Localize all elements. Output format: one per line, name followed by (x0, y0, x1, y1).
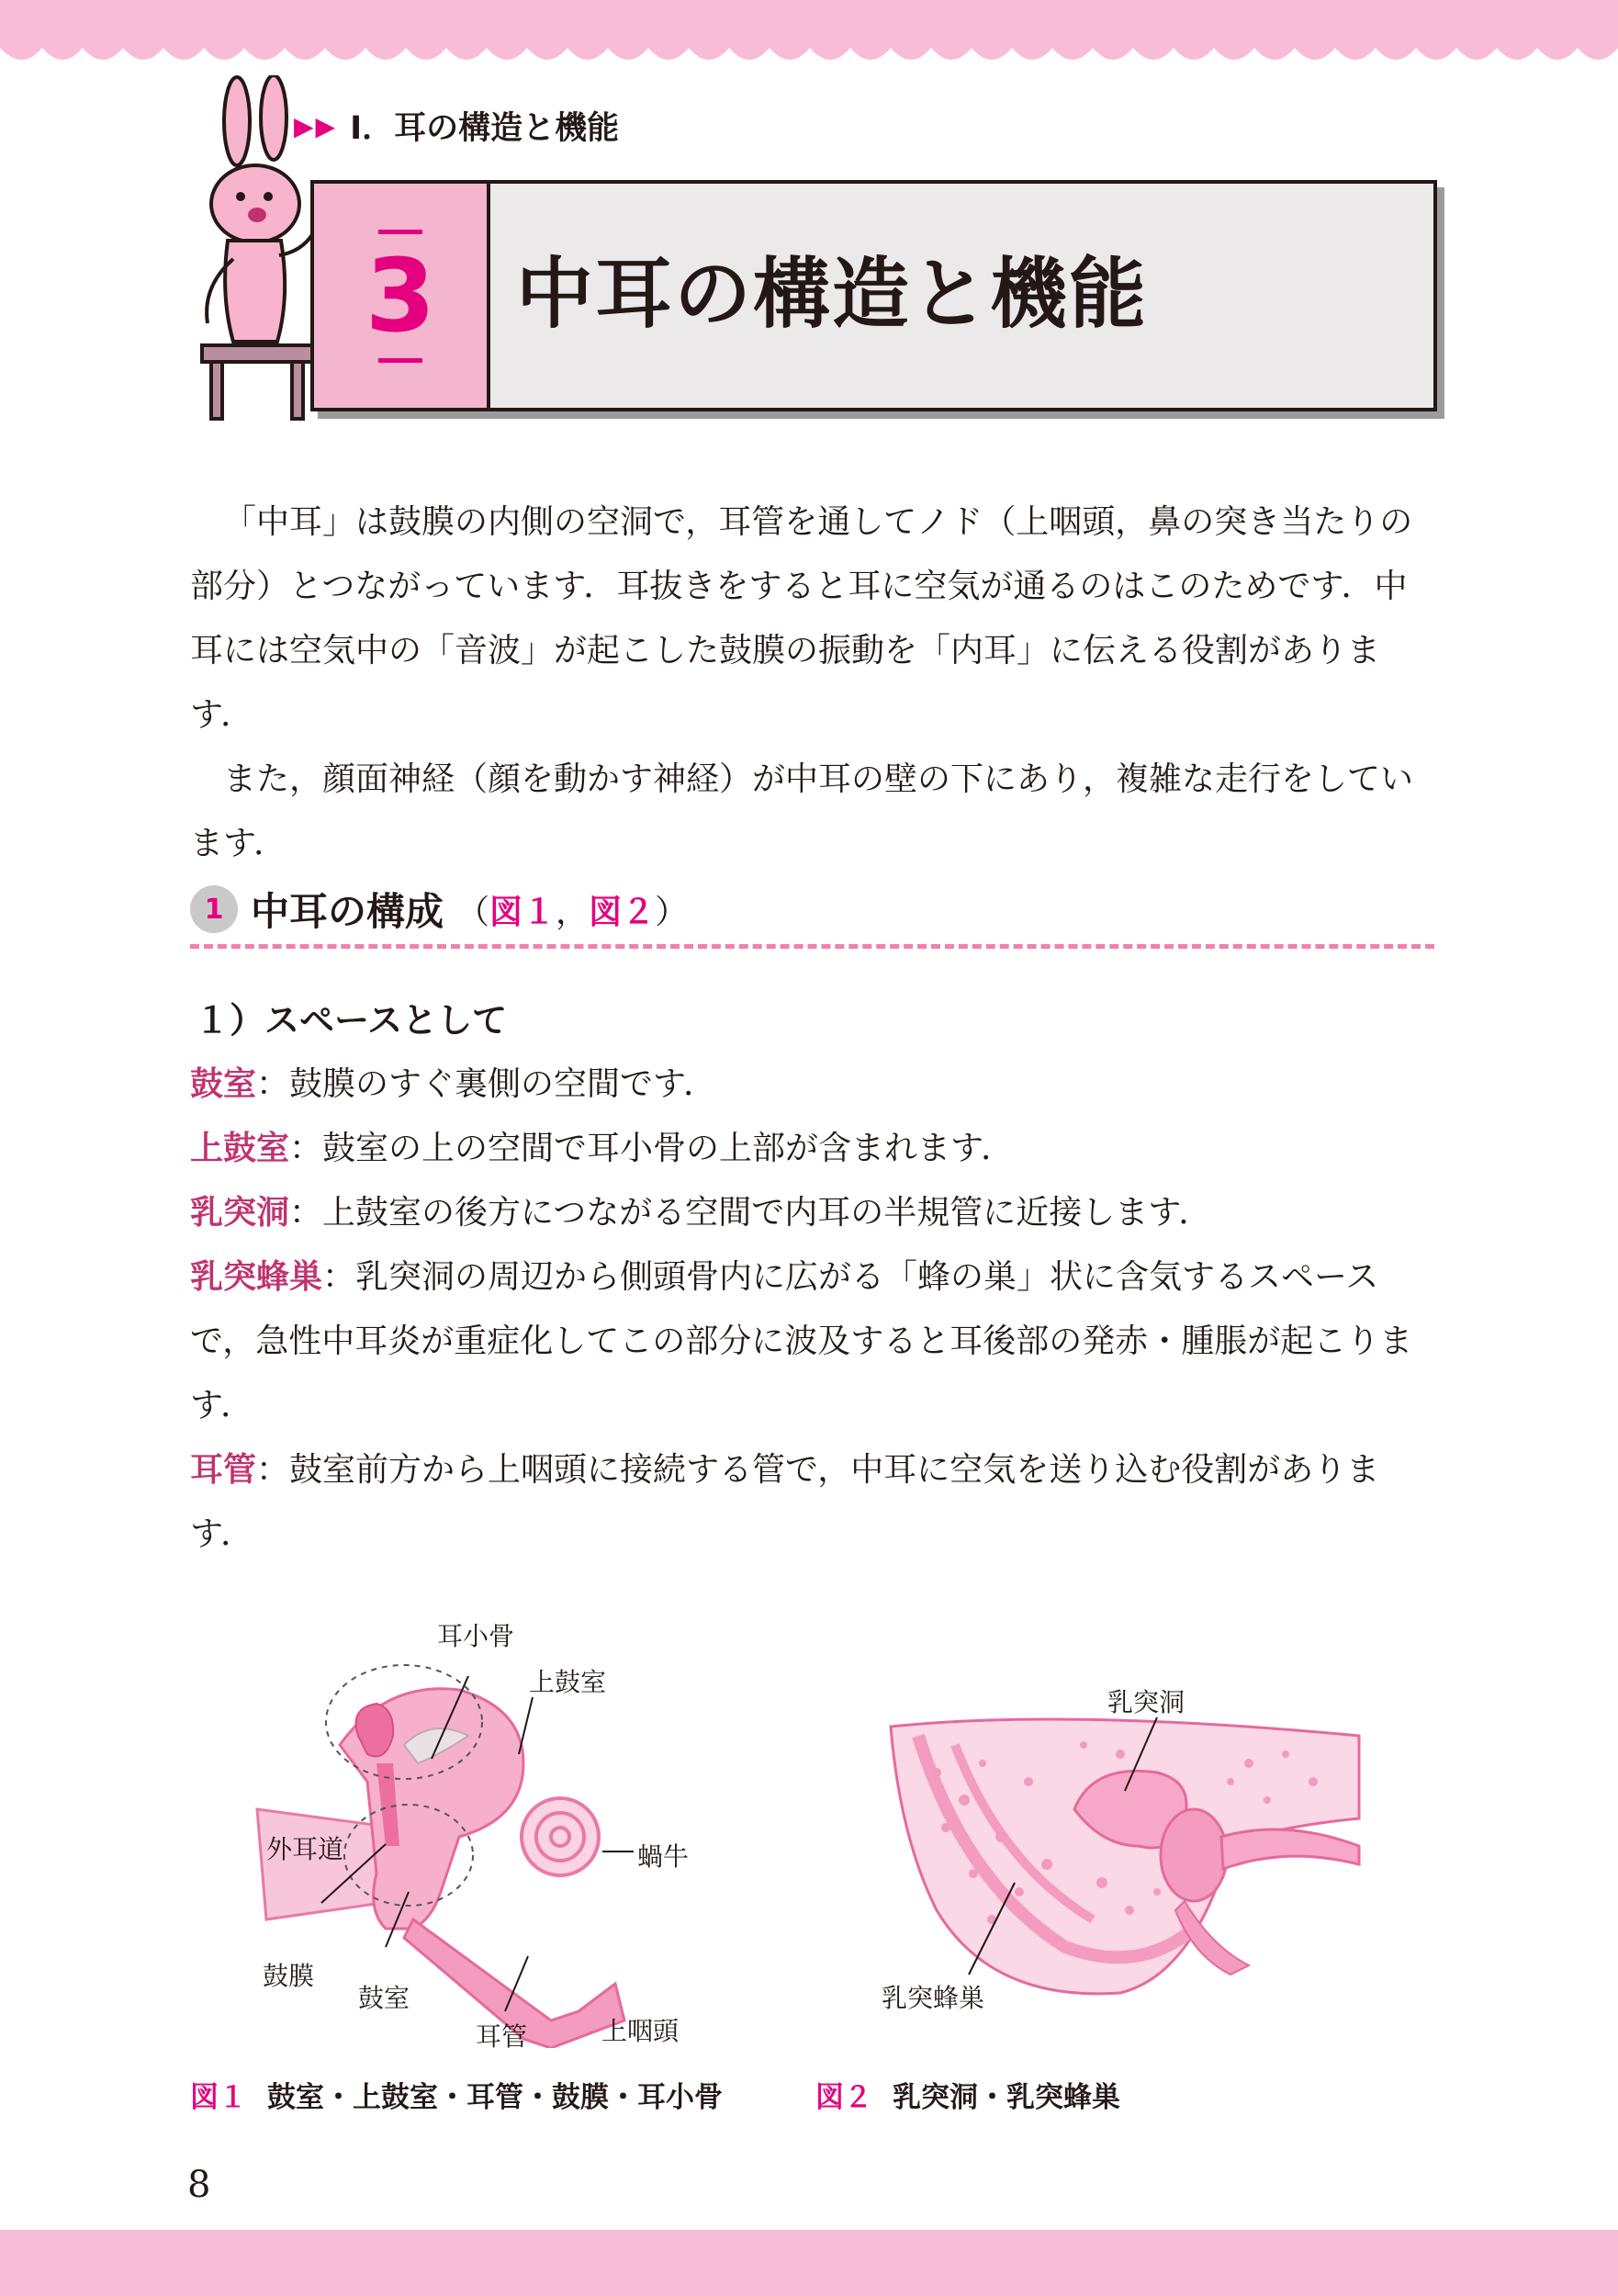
definition-item (190, 1117, 1437, 1181)
definition-text: ：鼓室の上の空間で耳小骨の上部が含まれます． (289, 1130, 1015, 1167)
chapter-title-box (310, 180, 1437, 411)
definition-term: 鼓室 (190, 1065, 257, 1103)
refs-open: （ (456, 893, 490, 931)
figure1-ref[interactable]: 図１ (489, 893, 556, 931)
breadcrumb-text: Ⅰ．耳の構造と機能 (350, 110, 620, 147)
label-epitympanum: 上鼓室 (529, 1667, 607, 1697)
label-mastoid-cells: 乳突蜂巣 (882, 1983, 985, 2013)
figure2-ref[interactable]: 図２ (589, 893, 656, 931)
definition-item (190, 1245, 1437, 1438)
figure1-caption-text: 鼓室・上鼓室・耳管・鼓膜・耳小骨 (267, 2081, 723, 2114)
chapter-number: 3 (365, 237, 436, 355)
refs-separator: ， (556, 893, 590, 931)
figure2-caption (815, 2074, 1120, 2115)
figure1-number: 図１ (190, 2081, 247, 2114)
definition-text: ：上鼓室の後方につながる空間で内耳の半規管に近接します． (289, 1194, 1212, 1232)
breadcrumb (294, 103, 619, 149)
label-tympanic-cavity: 鼓室 (358, 1983, 410, 2013)
mastoid-illustration (882, 1671, 1377, 2020)
subsection-heading: １）スペースとして (195, 1000, 508, 1041)
section-number-badge: 1 (190, 885, 238, 933)
section-figure-refs (456, 886, 688, 933)
chapter-title: 中耳の構造と機能 (516, 249, 1149, 339)
refs-close: ） (655, 893, 689, 931)
definition-text: ：鼓膜のすぐ裏側の空間です． (256, 1065, 717, 1103)
number-top-bar (378, 230, 422, 234)
definition-text: ：鼓室前方から上咽頭に接続する管で，中耳に空気を送り込む役割があります． (190, 1451, 1380, 1553)
intro-paragraph: 「中耳」は鼓膜の内側の空洞で，耳管を通してノド（上咽頭，鼻の突き当たりの部分）とつながっています．耳抜きをすると耳に空気が通るのはこのためです．中耳には空気中の「音波」が起こした鼓膜の振動を「内耳」に伝える役割があります． (190, 503, 1413, 734)
double-arrow-icon: ▶▶ (294, 110, 338, 141)
number-bottom-bar (378, 358, 422, 363)
section-heading (190, 882, 688, 937)
definition-term: 上鼓室 (190, 1130, 290, 1167)
definition-item (190, 1438, 1437, 1567)
label-mastoid-antrum: 乳突洞 (1107, 1687, 1185, 1717)
definition-term: 乳突洞 (190, 1194, 290, 1232)
label-nasopharynx: 上咽頭 (601, 2016, 680, 2046)
figure2-number: 図２ (815, 2081, 872, 2114)
label-cochlea: 蝸牛 (637, 1841, 690, 1872)
section-dashed-divider (190, 944, 1434, 949)
top-wave-band (0, 0, 1618, 83)
label-eardrum: 鼓膜 (263, 1961, 315, 1991)
bottom-band (0, 2230, 1618, 2296)
definition-term: 耳管 (190, 1451, 257, 1489)
definition-term: 乳突蜂巣 (190, 1258, 323, 1296)
label-eustachian-tube: 耳管 (476, 2021, 528, 2052)
intro-paragraph: また，顔面神経（顔を動かす神経）が中耳の壁の下にあり，複雑な走行をしています． (190, 760, 1414, 862)
label-ossicles: 耳小骨 (437, 1621, 515, 1651)
label-ear-canal: 外耳道 (266, 1834, 344, 1864)
definition-list (190, 1052, 1437, 1567)
chapter-number-cell (314, 184, 490, 408)
figure2-caption-text: 乳突洞・乳突蜂巣 (893, 2081, 1120, 2114)
page-number: 8 (187, 2164, 211, 2206)
intro-text (190, 490, 1434, 876)
definition-item (190, 1052, 1437, 1117)
figure1-middle-ear (248, 1616, 725, 2052)
section-title: 中耳の構成 (251, 889, 444, 934)
definition-text: ：乳突洞の周辺から側頭骨内に広がる「蜂の巣」状に含気するスペースで，急性中耳炎が重症化してこの部分に波及すると耳後部の発赤・腫脹が起こります． (190, 1258, 1413, 1424)
definition-item (190, 1181, 1437, 1245)
figure1-caption (190, 2074, 723, 2115)
figure2-mastoid (882, 1671, 1377, 2020)
